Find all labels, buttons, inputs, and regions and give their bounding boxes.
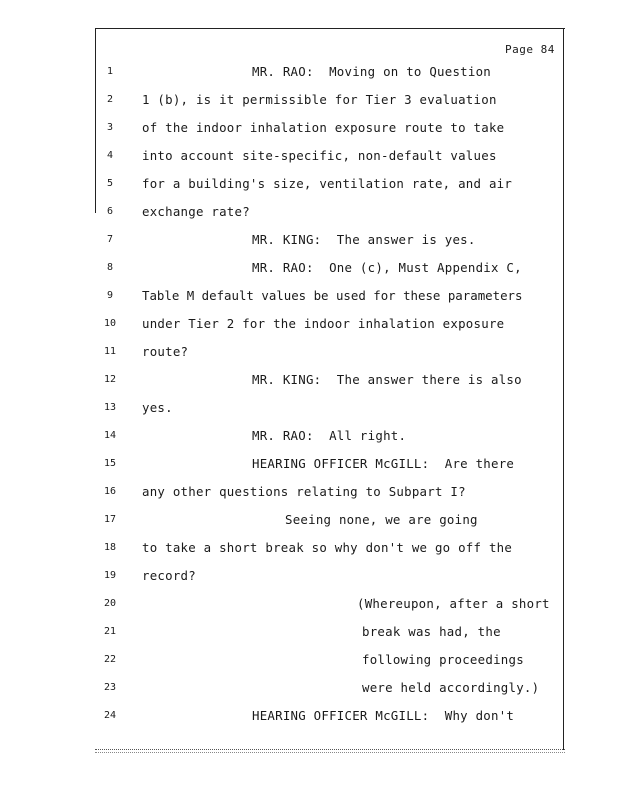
- line-text: MR. RAO: All right.: [252, 428, 407, 443]
- transcript-line: [0, 484, 618, 506]
- line-text: yes.: [142, 400, 173, 415]
- line-text: under Tier 2 for the indoor inhalation exposure: [142, 316, 505, 331]
- transcript-line: [0, 652, 618, 674]
- transcript-line: [0, 148, 618, 170]
- line-number: 17: [103, 514, 117, 525]
- line-text: for a building's size, ventilation rate, and air: [142, 176, 513, 191]
- line-number: 21: [103, 626, 117, 637]
- transcript-line: [0, 540, 618, 562]
- transcript-line: [0, 456, 618, 478]
- line-text: HEARING OFFICER McGILL: Why don't: [252, 708, 515, 723]
- line-number: 14: [103, 430, 117, 441]
- line-text: break was had, the: [362, 624, 501, 639]
- line-number: 24: [103, 710, 117, 721]
- page-border-bottom: [95, 749, 565, 750]
- transcript-line: [0, 316, 618, 338]
- transcript-line: [0, 232, 618, 254]
- transcript-line: [0, 92, 618, 114]
- line-text: MR. KING: The answer there is also: [252, 372, 522, 387]
- line-number: 16: [103, 486, 117, 497]
- line-text: 1 (b), is it permissible for Tier 3 evaluation: [142, 92, 497, 107]
- line-text: (Whereupon, after a short: [357, 596, 550, 611]
- line-number: 15: [103, 458, 117, 469]
- page-border-top: [95, 28, 565, 29]
- transcript-line: [0, 680, 618, 702]
- line-number: 12: [103, 374, 117, 385]
- line-text: to take a short break so why don't we go off the: [142, 540, 513, 555]
- line-text: of the indoor inhalation exposure route to take: [142, 120, 505, 135]
- transcript-line: [0, 344, 618, 366]
- line-number: 20: [103, 598, 117, 609]
- line-number: 2: [106, 94, 114, 105]
- transcript-line: [0, 428, 618, 450]
- page-number: Page 84: [505, 43, 555, 56]
- page-border-bottom-inner: [95, 752, 565, 753]
- line-number: 7: [106, 234, 114, 245]
- line-number: 8: [106, 262, 114, 273]
- line-number: 4: [106, 150, 114, 161]
- line-text: MR. RAO: One (c), Must Appendix C,: [252, 260, 522, 275]
- transcript-line: [0, 596, 618, 618]
- transcript-line: [0, 400, 618, 422]
- transcript-line: [0, 176, 618, 198]
- line-number: 18: [103, 542, 117, 553]
- line-text: record?: [142, 568, 196, 583]
- transcript-line: [0, 204, 618, 226]
- line-number: 1: [106, 66, 114, 77]
- line-number: 9: [106, 290, 114, 301]
- line-text: were held accordingly.): [362, 680, 540, 695]
- transcript-line: [0, 288, 618, 310]
- line-text: MR. RAO: Moving on to Question: [252, 64, 492, 79]
- line-number: 5: [106, 178, 114, 189]
- line-text: Table M default values be used for these parameters: [142, 288, 523, 303]
- line-number: 3: [106, 122, 114, 133]
- line-text: into account site-specific, non-default values: [142, 148, 497, 163]
- transcript-line: [0, 512, 618, 534]
- line-text: exchange rate?: [142, 204, 250, 219]
- line-number: 13: [103, 402, 117, 413]
- transcript-line: [0, 64, 618, 86]
- line-number: 23: [103, 682, 117, 693]
- transcript-line: [0, 372, 618, 394]
- line-text: following proceedings: [362, 652, 524, 667]
- transcript-line: [0, 568, 618, 590]
- line-text: HEARING OFFICER McGILL: Are there: [252, 456, 515, 471]
- transcript-line: [0, 120, 618, 142]
- line-text: any other questions relating to Subpart I?: [142, 484, 466, 499]
- line-number: 10: [103, 318, 117, 329]
- line-text: Seeing none, we are going: [285, 512, 478, 527]
- transcript-line: [0, 624, 618, 646]
- line-number: 22: [103, 654, 117, 665]
- line-text: route?: [142, 344, 189, 359]
- transcript-line: [0, 708, 618, 730]
- line-number: 11: [103, 346, 117, 357]
- line-text: MR. KING: The answer is yes.: [252, 232, 476, 247]
- transcript-line: [0, 260, 618, 282]
- line-number: 19: [103, 570, 117, 581]
- line-number: 6: [106, 206, 114, 217]
